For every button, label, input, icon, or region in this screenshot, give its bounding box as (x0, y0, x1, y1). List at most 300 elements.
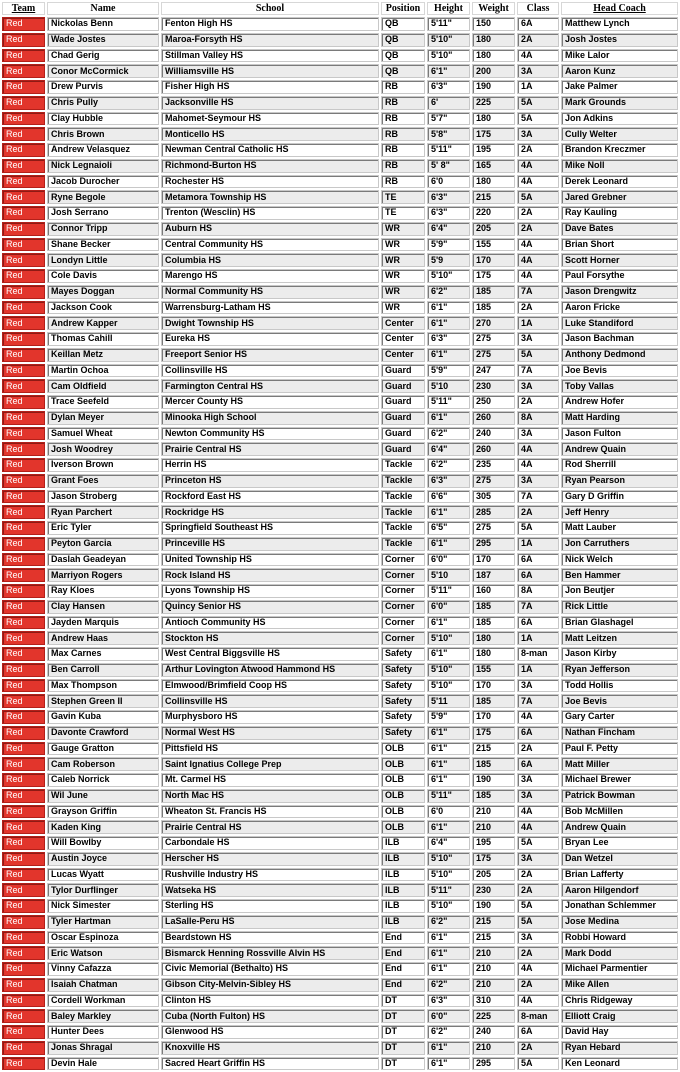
name-cell: Clay Hansen (47, 600, 159, 614)
height-cell: 6'5" (427, 521, 470, 535)
height-cell: 5'10 (427, 379, 470, 393)
name-cell: Grant Foes (47, 474, 159, 488)
weight-cell: 180 (472, 33, 515, 47)
coach-cell: Ryan Pearson (561, 474, 678, 488)
position-cell: QB (381, 64, 425, 78)
team-cell: Red (2, 899, 45, 913)
school-cell: United Township HS (161, 553, 379, 567)
name-cell: Ray Kloes (47, 584, 159, 598)
coach-cell: Bob McMillen (561, 805, 678, 819)
table-row (2, 348, 678, 362)
coach-cell: Toby Vallas (561, 379, 678, 393)
name-cell: Iverson Brown (47, 458, 159, 472)
table-row (2, 80, 678, 94)
position-cell: DT (381, 1057, 425, 1071)
team-cell: Red (2, 647, 45, 661)
height-cell: 6'3" (427, 994, 470, 1008)
height-cell: 5'11 (427, 694, 470, 708)
coach-cell: Scott Horner (561, 253, 678, 267)
table-row (2, 49, 678, 63)
class-cell: 4A (517, 805, 559, 819)
roster-body (2, 17, 678, 1070)
position-cell: Guard (381, 364, 425, 378)
coach-cell: Jason Fulton (561, 427, 678, 441)
position-cell: Center (381, 316, 425, 330)
team-cell: Red (2, 316, 45, 330)
height-cell: 5'10" (427, 679, 470, 693)
team-cell: Red (2, 379, 45, 393)
header-class: Class (517, 2, 559, 15)
table-row (2, 175, 678, 189)
position-cell: WR (381, 253, 425, 267)
team-cell: Red (2, 222, 45, 236)
coach-cell: Rick Little (561, 600, 678, 614)
team-cell: Red (2, 962, 45, 976)
class-cell: 8-man (517, 647, 559, 661)
coach-cell: Aaron Hilgendorf (561, 883, 678, 897)
school-cell: North Mac HS (161, 789, 379, 803)
class-cell: 6A (517, 726, 559, 740)
school-cell: Rochester HS (161, 175, 379, 189)
position-cell: Tackle (381, 474, 425, 488)
height-cell: 6'3" (427, 206, 470, 220)
table-row (2, 427, 678, 441)
school-cell: Arthur Lovington Atwood Hammond HS (161, 663, 379, 677)
name-cell: Chris Brown (47, 127, 159, 141)
weight-cell: 195 (472, 143, 515, 157)
class-cell: 5A (517, 1057, 559, 1071)
class-cell: 8A (517, 411, 559, 425)
position-cell: Tackle (381, 521, 425, 535)
class-cell: 2A (517, 33, 559, 47)
school-cell: Newton Community HS (161, 427, 379, 441)
coach-cell: Jon Beutjer (561, 584, 678, 598)
team-cell: Red (2, 411, 45, 425)
team-cell: Red (2, 1041, 45, 1055)
weight-cell: 225 (472, 96, 515, 110)
school-cell: Sacred Heart Griffin HS (161, 1057, 379, 1071)
weight-cell: 275 (472, 348, 515, 362)
name-cell: Drew Purvis (47, 80, 159, 94)
team-cell: Red (2, 175, 45, 189)
coach-cell: Jason Bachman (561, 332, 678, 346)
school-cell: Normal West HS (161, 726, 379, 740)
weight-cell: 210 (472, 962, 515, 976)
coach-cell: Mark Grounds (561, 96, 678, 110)
weight-cell: 210 (472, 978, 515, 992)
table-row (2, 301, 678, 315)
school-cell: Minooka High School (161, 411, 379, 425)
name-cell: Keillan Metz (47, 348, 159, 362)
table-row (2, 899, 678, 913)
school-cell: Dwight Township HS (161, 316, 379, 330)
position-cell: Guard (381, 442, 425, 456)
name-cell: Chris Pully (47, 96, 159, 110)
school-cell: Freeport Senior HS (161, 348, 379, 362)
class-cell: 7A (517, 285, 559, 299)
position-cell: Guard (381, 379, 425, 393)
team-cell: Red (2, 190, 45, 204)
header-height: Height (427, 2, 470, 15)
header-weight: Weight (472, 2, 515, 15)
class-cell: 5A (517, 915, 559, 929)
team-cell: Red (2, 427, 45, 441)
school-cell: Maroa-Forsyth HS (161, 33, 379, 47)
name-cell: Vinny Cafazza (47, 962, 159, 976)
coach-cell: Brian Lafferty (561, 868, 678, 882)
team-cell: Red (2, 994, 45, 1008)
school-cell: Murphysboro HS (161, 710, 379, 724)
table-row (2, 931, 678, 945)
class-cell: 6A (517, 17, 559, 31)
team-cell: Red (2, 553, 45, 567)
name-cell: Josh Serrano (47, 206, 159, 220)
height-cell: 6'0 (427, 175, 470, 189)
team-cell: Red (2, 710, 45, 724)
school-cell: Mt. Carmel HS (161, 773, 379, 787)
height-cell: 6'4" (427, 836, 470, 850)
height-cell: 6'1" (427, 616, 470, 630)
coach-cell: Nick Welch (561, 553, 678, 567)
table-row (2, 663, 678, 677)
class-cell: 2A (517, 978, 559, 992)
height-cell: 5'11" (427, 584, 470, 598)
coach-cell: Matt Leitzen (561, 631, 678, 645)
table-row (2, 773, 678, 787)
coach-cell: Patrick Bowman (561, 789, 678, 803)
name-cell: Isaiah Chatman (47, 978, 159, 992)
table-row (2, 836, 678, 850)
table-row (2, 458, 678, 472)
weight-cell: 240 (472, 1025, 515, 1039)
position-cell: QB (381, 49, 425, 63)
position-cell: ILB (381, 915, 425, 929)
school-cell: Lyons Township HS (161, 584, 379, 598)
position-cell: End (381, 978, 425, 992)
class-cell: 2A (517, 301, 559, 315)
position-cell: OLB (381, 820, 425, 834)
class-cell: 8-man (517, 1009, 559, 1023)
weight-cell: 215 (472, 915, 515, 929)
name-cell: Gauge Gratton (47, 742, 159, 756)
coach-cell: Jon Carruthers (561, 537, 678, 551)
height-cell: 6'3" (427, 190, 470, 204)
team-cell: Red (2, 112, 45, 126)
height-cell: 6'1" (427, 1057, 470, 1071)
header-head-coach: Head Coach (561, 2, 678, 15)
coach-cell: Nathan Fincham (561, 726, 678, 740)
position-cell: Safety (381, 663, 425, 677)
table-row (2, 553, 678, 567)
weight-cell: 275 (472, 521, 515, 535)
class-cell: 7A (517, 600, 559, 614)
weight-cell: 215 (472, 931, 515, 945)
name-cell: Stephen Green II (47, 694, 159, 708)
position-cell: ILB (381, 852, 425, 866)
school-cell: Herrin HS (161, 458, 379, 472)
school-cell: Trenton (Wesclin) HS (161, 206, 379, 220)
coach-cell: Jonathan Schlemmer (561, 899, 678, 913)
position-cell: Guard (381, 411, 425, 425)
class-cell: 4A (517, 458, 559, 472)
team-cell: Red (2, 521, 45, 535)
name-cell: Nickolas Benn (47, 17, 159, 31)
table-row (2, 584, 678, 598)
coach-cell: Brian Short (561, 238, 678, 252)
coach-cell: Ray Kauling (561, 206, 678, 220)
coach-cell: Brandon Kreczmer (561, 143, 678, 157)
name-cell: Trace Seefeld (47, 395, 159, 409)
height-cell: 5'11" (427, 17, 470, 31)
school-cell: Warrensburg-Latham HS (161, 301, 379, 315)
height-cell: 5'10 (427, 568, 470, 582)
coach-cell: Jared Grebner (561, 190, 678, 204)
school-cell: Cuba (North Fulton) HS (161, 1009, 379, 1023)
name-cell: Jayden Marquis (47, 616, 159, 630)
table-row (2, 537, 678, 551)
coach-cell: Aaron Fricke (561, 301, 678, 315)
table-row (2, 994, 678, 1008)
coach-cell: Chris Ridgeway (561, 994, 678, 1008)
coach-cell: Ben Hammer (561, 568, 678, 582)
table-row (2, 962, 678, 976)
weight-cell: 170 (472, 679, 515, 693)
team-cell: Red (2, 679, 45, 693)
team-cell: Red (2, 789, 45, 803)
table-row (2, 946, 678, 960)
position-cell: End (381, 931, 425, 945)
school-cell: Metamora Township HS (161, 190, 379, 204)
name-cell: Wade Jostes (47, 33, 159, 47)
table-row (2, 159, 678, 173)
coach-cell: Paul Forsythe (561, 269, 678, 283)
name-cell: Shane Becker (47, 238, 159, 252)
team-cell: Red (2, 49, 45, 63)
position-cell: Center (381, 332, 425, 346)
position-cell: RB (381, 175, 425, 189)
height-cell: 6'0" (427, 600, 470, 614)
class-cell: 4A (517, 159, 559, 173)
team-cell: Red (2, 694, 45, 708)
coach-cell: Paul F. Petty (561, 742, 678, 756)
coach-cell: Joe Bevis (561, 694, 678, 708)
table-row (2, 1057, 678, 1071)
table-row (2, 789, 678, 803)
team-cell: Red (2, 537, 45, 551)
team-cell: Red (2, 143, 45, 157)
weight-cell: 165 (472, 159, 515, 173)
team-cell: Red (2, 915, 45, 929)
name-cell: Andrew Kapper (47, 316, 159, 330)
coach-cell: Gary D Griffin (561, 490, 678, 504)
height-cell: 6'2" (427, 1025, 470, 1039)
height-cell: 5'10" (427, 33, 470, 47)
position-cell: TE (381, 206, 425, 220)
position-cell: Corner (381, 600, 425, 614)
table-row (2, 1025, 678, 1039)
table-row (2, 726, 678, 740)
class-cell: 2A (517, 222, 559, 236)
coach-cell: Mike Noll (561, 159, 678, 173)
height-cell: 6'1" (427, 757, 470, 771)
name-cell: Devin Hale (47, 1057, 159, 1071)
table-row (2, 1009, 678, 1023)
height-cell: 6'1" (427, 773, 470, 787)
height-cell: 5' 8" (427, 159, 470, 173)
height-cell: 5'11" (427, 883, 470, 897)
height-cell: 5'10" (427, 899, 470, 913)
team-cell: Red (2, 285, 45, 299)
name-cell: Conor McCormick (47, 64, 159, 78)
class-cell: 4A (517, 820, 559, 834)
school-cell: Gibson City-Melvin-Sibley HS (161, 978, 379, 992)
class-cell: 2A (517, 868, 559, 882)
team-cell: Red (2, 442, 45, 456)
class-cell: 6A (517, 1025, 559, 1039)
height-cell: 6'1" (427, 348, 470, 362)
coach-cell: Jose Medina (561, 915, 678, 929)
position-cell: Safety (381, 679, 425, 693)
height-cell: 6'3" (427, 474, 470, 488)
position-cell: Center (381, 348, 425, 362)
team-cell: Red (2, 584, 45, 598)
school-cell: Bismarck Henning Rossville Alvin HS (161, 946, 379, 960)
height-cell: 6'4" (427, 442, 470, 456)
school-cell: Columbia HS (161, 253, 379, 267)
school-cell: Marengo HS (161, 269, 379, 283)
school-cell: Collinsville HS (161, 364, 379, 378)
school-cell: Rockford East HS (161, 490, 379, 504)
school-cell: Monticello HS (161, 127, 379, 141)
team-cell: Red (2, 726, 45, 740)
weight-cell: 185 (472, 789, 515, 803)
name-cell: Cam Roberson (47, 757, 159, 771)
height-cell: 5'10" (427, 631, 470, 645)
weight-cell: 155 (472, 663, 515, 677)
height-cell: 6'1" (427, 411, 470, 425)
class-cell: 6A (517, 568, 559, 582)
height-cell: 6' (427, 96, 470, 110)
table-row (2, 395, 678, 409)
weight-cell: 205 (472, 868, 515, 882)
team-cell: Red (2, 742, 45, 756)
class-cell: 4A (517, 175, 559, 189)
team-cell: Red (2, 33, 45, 47)
table-row (2, 647, 678, 661)
position-cell: RB (381, 143, 425, 157)
weight-cell: 185 (472, 757, 515, 771)
table-row (2, 222, 678, 236)
table-row (2, 883, 678, 897)
school-cell: Rushville Industry HS (161, 868, 379, 882)
coach-cell: Joe Bevis (561, 364, 678, 378)
weight-cell: 180 (472, 631, 515, 645)
table-row (2, 616, 678, 630)
name-cell: Caleb Norrick (47, 773, 159, 787)
position-cell: Safety (381, 710, 425, 724)
height-cell: 6'2" (427, 427, 470, 441)
school-cell: Williamsville HS (161, 64, 379, 78)
height-cell: 5'7" (427, 112, 470, 126)
name-cell: Dylan Meyer (47, 411, 159, 425)
height-cell: 6'1" (427, 1041, 470, 1055)
height-cell: 6'2" (427, 285, 470, 299)
name-cell: Ben Carroll (47, 663, 159, 677)
position-cell: WR (381, 222, 425, 236)
class-cell: 7A (517, 694, 559, 708)
school-cell: Civic Memorial (Bethalto) HS (161, 962, 379, 976)
team-cell: Red (2, 1009, 45, 1023)
class-cell: 3A (517, 379, 559, 393)
weight-cell: 210 (472, 946, 515, 960)
team-cell: Red (2, 96, 45, 110)
height-cell: 6'1" (427, 962, 470, 976)
school-cell: Rockridge HS (161, 505, 379, 519)
weight-cell: 180 (472, 49, 515, 63)
position-cell: OLB (381, 742, 425, 756)
position-cell: QB (381, 17, 425, 31)
team-cell: Red (2, 883, 45, 897)
position-cell: WR (381, 285, 425, 299)
name-cell: Clay Hubble (47, 112, 159, 126)
class-cell: 1A (517, 316, 559, 330)
coach-cell: Derek Leonard (561, 175, 678, 189)
height-cell: 5'11" (427, 143, 470, 157)
weight-cell: 175 (472, 127, 515, 141)
name-cell: Ryan Parchert (47, 505, 159, 519)
team-cell: Red (2, 253, 45, 267)
class-cell: 5A (517, 190, 559, 204)
weight-cell: 205 (472, 222, 515, 236)
table-row (2, 64, 678, 78)
table-row (2, 710, 678, 724)
weight-cell: 210 (472, 820, 515, 834)
school-cell: Newman Central Catholic HS (161, 143, 379, 157)
school-cell: Glenwood HS (161, 1025, 379, 1039)
header-team: Team (2, 2, 45, 15)
class-cell: 3A (517, 773, 559, 787)
weight-cell: 285 (472, 505, 515, 519)
height-cell: 6'1" (427, 931, 470, 945)
position-cell: RB (381, 159, 425, 173)
class-cell: 2A (517, 1041, 559, 1055)
weight-cell: 180 (472, 175, 515, 189)
class-cell: 2A (517, 143, 559, 157)
height-cell: 6'2" (427, 915, 470, 929)
team-cell: Red (2, 978, 45, 992)
height-cell: 5'9" (427, 710, 470, 724)
school-cell: Central Community HS (161, 238, 379, 252)
position-cell: OLB (381, 773, 425, 787)
position-cell: Tackle (381, 490, 425, 504)
coach-cell: Andrew Quain (561, 820, 678, 834)
weight-cell: 155 (472, 238, 515, 252)
table-row (2, 490, 678, 504)
position-cell: Corner (381, 584, 425, 598)
name-cell: Samuel Wheat (47, 427, 159, 441)
weight-cell: 295 (472, 537, 515, 551)
school-cell: Prairie Central HS (161, 820, 379, 834)
class-cell: 5A (517, 836, 559, 850)
team-cell: Red (2, 946, 45, 960)
school-cell: Quincy Senior HS (161, 600, 379, 614)
coach-cell: Jason Kirby (561, 647, 678, 661)
team-cell: Red (2, 206, 45, 220)
height-cell: 5'10" (427, 269, 470, 283)
position-cell: OLB (381, 789, 425, 803)
team-cell: Red (2, 159, 45, 173)
class-cell: 4A (517, 238, 559, 252)
